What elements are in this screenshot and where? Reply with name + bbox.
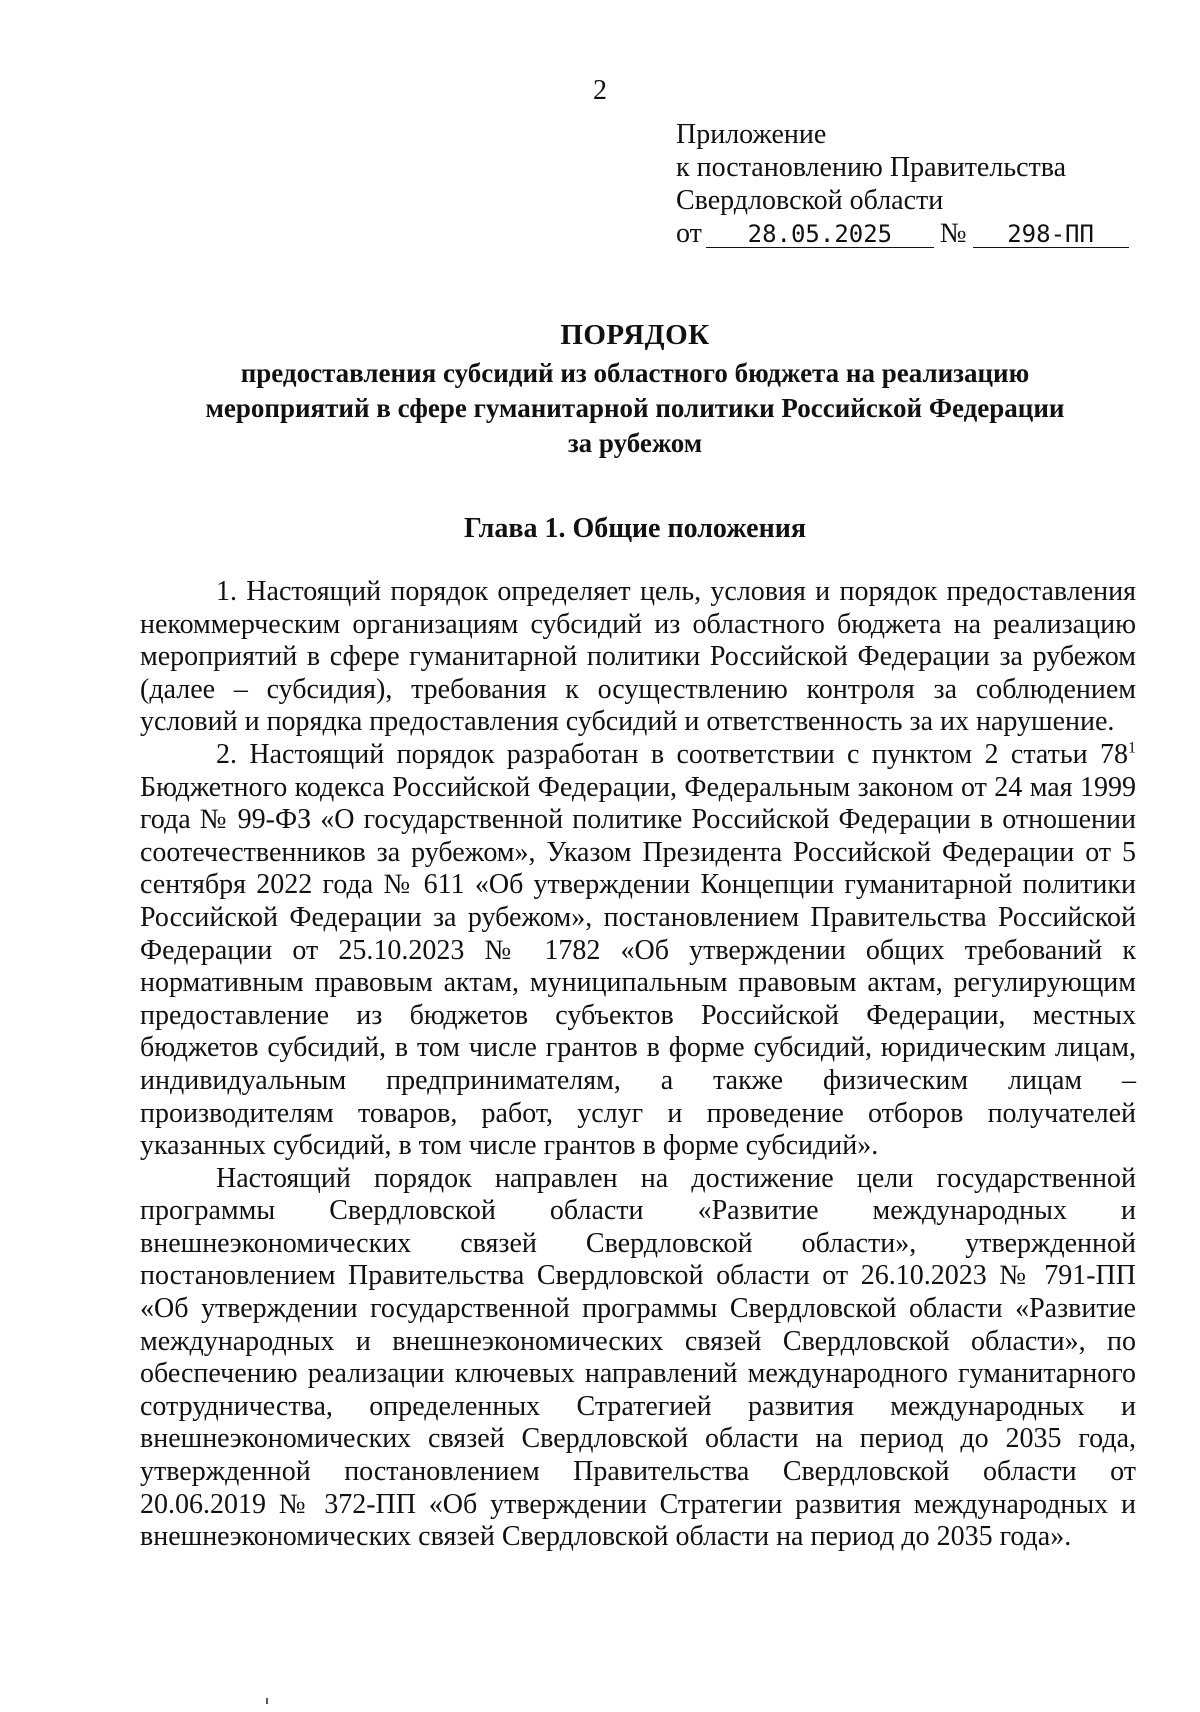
appendix-line-3: Свердловской области [676, 185, 944, 216]
paragraph-3: Настоящий порядок направлен на достижение цели государственной программы Свердловской области «Развитие международных и внешнеэкономических связей Свердловской области», утвержденной постановлением Правительства Свердловской области от 26.10.2023 № 791-ПП «Об утверждении государственной программы Свердловской области «Развитие международных и внешнеэкономических связей Свердловской области», по обеспечению реализации ключевых направлений международного гуманитарного сотрудничества, определенных Стратегией развития международных и внешнеэкономических связей Свердловской области на период до 2035 года, утвержденной постановлением Правительства Свердловской области от 20.06.2019 № 372-ПП «Об утверждении Стратегии развития международных и внешнеэкономических связей Свердловской области на период до 2035 года». [140, 1162, 1136, 1553]
title-subtitle [140, 356, 1130, 461]
article-superscript: 1 [1128, 739, 1136, 757]
title-subtitle-line-2: мероприятий в сфере гуманитарной политики Российской Федерации [205, 393, 1065, 423]
date-prefix: от [676, 218, 702, 249]
paragraph-2 [140, 739, 1136, 1163]
paragraph-2-start: 2. Настоящий порядок разработан в соответствии с пунктом 2 статьи 78 [216, 738, 1128, 770]
appendix-line-2: к постановлению Правительства [676, 152, 1067, 183]
scan-mark [266, 1698, 268, 1704]
appendix-block [676, 118, 1136, 250]
resolution-number: 298-ПП [973, 221, 1129, 248]
document-title [140, 318, 1130, 461]
number-prefix: № [939, 218, 967, 249]
document-body [140, 576, 1136, 1554]
page-number: 2 [593, 75, 607, 106]
chapter-heading: Глава 1. Общие положения [463, 513, 806, 544]
title-main: ПОРЯДОК [560, 319, 710, 351]
appendix-date-number-line [676, 217, 1136, 250]
appendix-line-1: Приложение [676, 119, 827, 150]
paragraph-2-rest: Бюджетного кодекса Российской Федерации, Федеральным законом от 24 мая 1999 года № 99-ФЗ «О государственной политике Российской Федерации в отношении соотечественников за рубежом», Указом Президента Российской Федерации от 5 сентября 2022 года № 611 «Об утверждении Концепции гуманитарной политики Российской Федерации за рубежом», постановлением Правительства Российской Федерации от 25.10.2023 № 1782 «Об утверждении общих требований к нормативным правовым актам, муниципальным правовым актам, регулирующим предоставление из бюджетов субъектов Российской Федерации, местных бюджетов субсидий, в том числе грантов в форме субсидий, юридическим лицам, индивидуальным предпринимателям, а также физическим лицам – производителям товаров, работ, услуг и проведение отборов получателей указанных субсидий, в том числе грантов в форме субсидий». [140, 771, 1136, 1162]
title-subtitle-line-3: за рубежом [567, 428, 703, 458]
resolution-date: 28.05.2025 [706, 221, 934, 248]
paragraph-1: 1. Настоящий порядок определяет цель, условия и порядок предоставления некоммерческим организациям субсидий из областного бюджета на реализацию мероприятий в сфере гуманитарной политики Российской Федерации за рубежом (далее – субсидия), требования к осуществлению контроля за соблюдением условий и порядка предоставления субсидий и ответственность за их нарушение. [140, 576, 1136, 738]
title-subtitle-line-1: предоставления субсидий из областного бюджета на реализацию [240, 358, 1030, 388]
